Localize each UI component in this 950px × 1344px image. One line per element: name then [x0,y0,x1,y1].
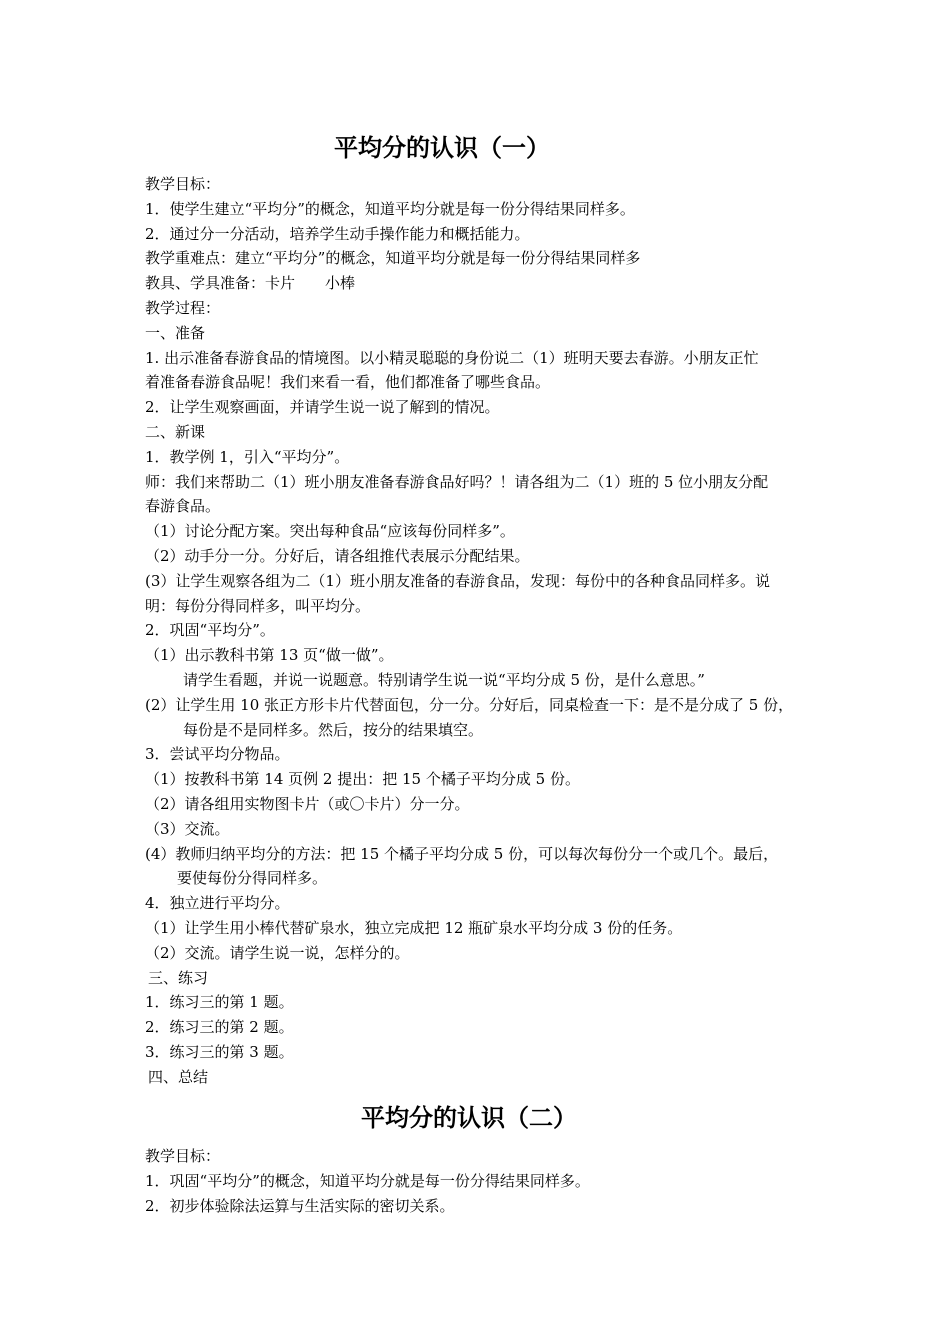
goal-item: 2．通过分一分活动，培养学生动手操作能力和概括能力。 [145,224,530,243]
paragraph-line: 请学生看题，并说一说题意。特别请学生说一说“平均分成 5 份，是什么意思。” [183,670,705,689]
paragraph-line: (4）教师归纳平均分的方法：把 15 个橘子平均分成 5 份，可以每次每份分一个或几个。最后， [145,844,779,863]
paragraph-line: 3．尝试平均分物品。 [145,745,290,764]
exercise-item: 1．练习三的第 1 题。 [145,993,294,1012]
paragraph-line: （2）动手分一分。分好后，请各组推代表展示分配结果。 [145,546,530,565]
paragraph-line: 要使每份分得同样多。 [177,869,328,888]
heading-teaching-goals: 教学目标： [145,1147,221,1165]
goal-item: 1．使学生建立“平均分”的概念，知道平均分就是每一份分得结果同样多。 [145,199,635,218]
paragraph-line: 明：每份分得同样多，叫平均分。 [145,596,371,615]
paragraph-line: （1）让学生用小棒代替矿泉水，独立完成把 12 瓶矿泉水平均分成 3 份的任务。 [145,918,683,937]
paragraph-line: 1．教学例 1，引入“平均分”。 [145,447,350,466]
paragraph-line: （3）交流。 [145,819,230,838]
teaching-aids: 教具、学具准备：卡片 小棒 [145,274,356,293]
paragraph-line: (3）让学生观察各组为二（1）班小朋友准备的春游食品，发现：每份中的各种食品同样多。说 [145,571,770,590]
heading-teaching-process: 教学过程： [145,298,221,317]
exercise-item: 2．练习三的第 2 题。 [145,1018,294,1037]
paragraph-line: 2．让学生观察画面，并请学生说一说了解到的情况。 [145,398,500,417]
exercise-item: 3．练习三的第 3 题。 [145,1042,294,1061]
paragraph-line: 春游食品。 [145,497,221,516]
goal-item: 2．初步体验除法运算与生活实际的密切关系。 [145,1196,455,1215]
paragraph-line: 1. 出示准备春游食品的情境图。以小精灵聪聪的身份说二（1）班明天要去春游。小朋友正忙 [145,348,759,367]
heading-teaching-goals: 教学目标： [145,175,221,193]
paragraph-line: 师：我们来帮助二（1）班小朋友准备春游食品好吗？！请各组为二（1）班的 5 位小朋友分配 [145,472,769,491]
section-heading-practice: 三、练习 [148,968,209,987]
section-heading-summary: 四、总结 [148,1067,209,1086]
goal-item: 1．巩固“平均分”的概念，知道平均分就是每一份分得结果同样多。 [145,1171,590,1190]
key-difficulty: 教学重难点：建立“平均分”的概念，知道平均分就是每一份分得结果同样多 [145,249,641,268]
section-heading-new-lesson: 二、新课 [145,422,206,441]
paragraph-line: （2）请各组用实物图卡片（或〇卡片）分一分。 [145,794,470,813]
paragraph-line: （1）按教科书第 14 页例 2 提出：把 15 个橘子平均分成 5 份。 [145,770,580,789]
paragraph-line: 2．巩固“平均分”。 [145,621,275,640]
paragraph-line: 4．独立进行平均分。 [145,894,290,913]
section-heading-prepare: 一、准备 [145,323,206,342]
lesson-title-2: 平均分的认识（二） [361,1103,577,1132]
paragraph-line: 着准备春游食品呢！我们来看一看，他们都准备了哪些食品。 [145,373,551,392]
paragraph-line: （1）出示教科书第 13 页“做一做”。 [145,646,394,665]
paragraph-line: 每份是不是同样多。然后，按分的结果填空。 [183,720,484,739]
paragraph-line: (2）让学生用 10 张正方形卡片代替面包，分一分。分好后，同桌检查一下：是不是分成了 5 份， [145,695,794,714]
lesson-body-2 [145,1144,835,1218]
lesson-title-1: 平均分的认识（一） [334,133,550,162]
lesson-body-1 [145,172,835,1089]
paragraph-line: （1）讨论分配方案。突出每种食品“应该每份同样多”。 [145,522,515,541]
paragraph-line: （2）交流。请学生说一说，怎样分的。 [145,943,410,962]
